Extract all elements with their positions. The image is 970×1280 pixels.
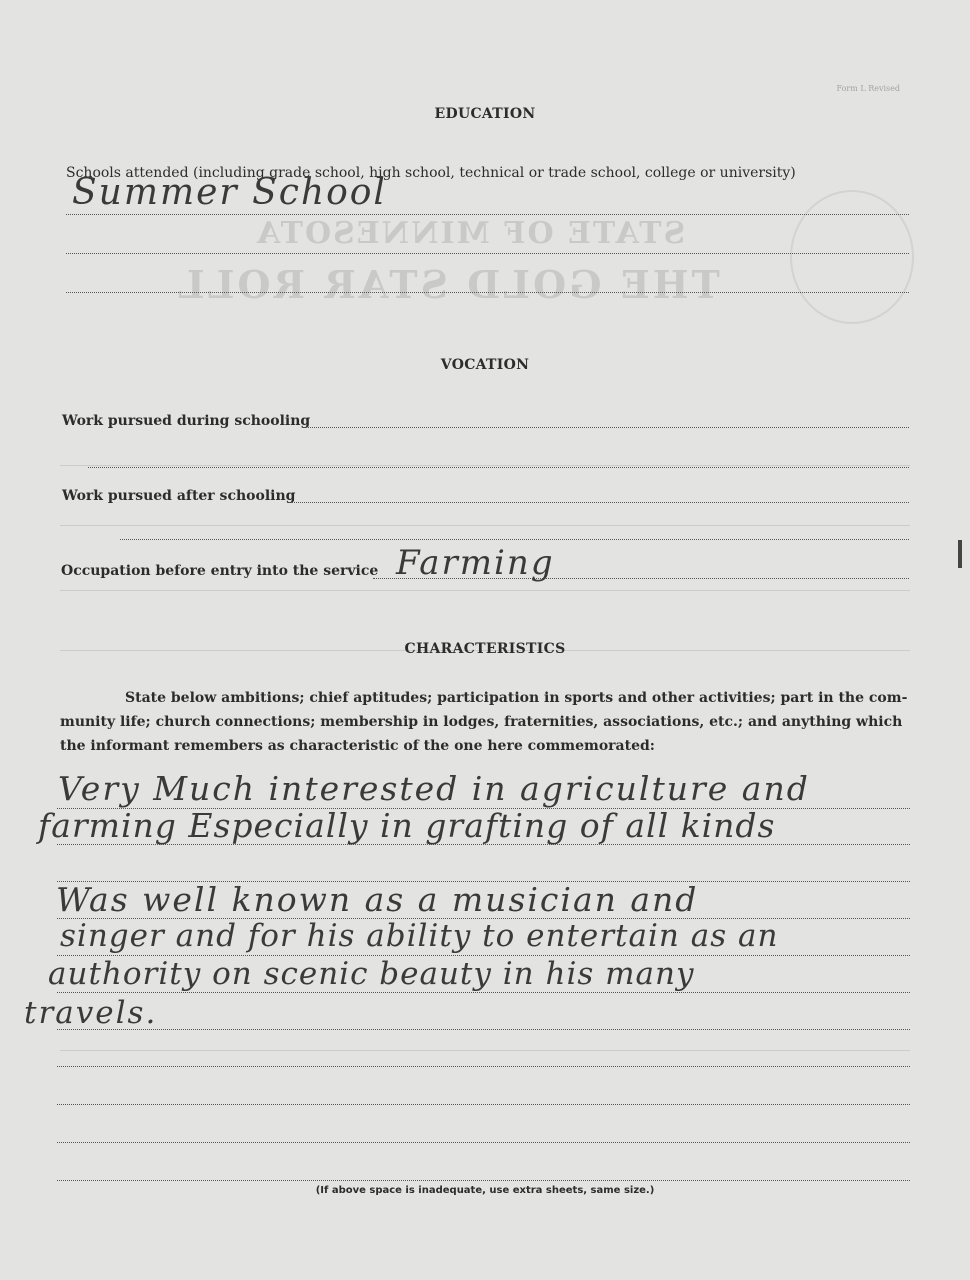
- schools-line-1: [66, 214, 909, 215]
- work-after-line-2: [120, 539, 909, 540]
- instructions-line-3: the informant remembers as characteristic of the one here commemorated:: [60, 738, 655, 754]
- vocation-heading: VOCATION: [440, 357, 530, 373]
- footer-note: (If above space is inadequate, use extra sheets, same size.): [315, 1185, 655, 1196]
- work-after-line-1: [292, 502, 909, 503]
- bleed-through-seal: [790, 190, 914, 324]
- answer-rule-7: [57, 1029, 910, 1030]
- answer-rule-9: [57, 1104, 910, 1105]
- work-during-line-2: [88, 467, 909, 468]
- instructions-line-1: State below ambitions; chief aptitudes; participation in sports and other activities; part in the com-: [125, 690, 908, 706]
- edge-mark: [958, 540, 962, 568]
- characteristics-answer-line-2: farming Especially in grafting of all kinds: [38, 806, 776, 845]
- characteristics-answer-line-3: Was well known as a musician and: [56, 880, 699, 919]
- education-heading: EDUCATION: [434, 106, 536, 122]
- schools-attended-label: Schools attended (including grade school, high school, technical or trade school, college or university): [66, 165, 796, 181]
- instructions-line-2: munity life; church connections; membership in lodges, fraternities, associations, etc.; and anything which: [60, 714, 903, 730]
- bleed-through-title: THE GOLD STAR ROLL: [175, 262, 720, 307]
- occupation-answer: Farming: [396, 543, 555, 583]
- work-after-schooling-label: Work pursued after schooling: [62, 488, 296, 504]
- answer-rule-6: [57, 992, 910, 993]
- answer-rule-11: [57, 1180, 910, 1181]
- characteristics-answer-line-4: singer and for his ability to entertain as an: [60, 918, 779, 954]
- schools-line-3: [66, 292, 909, 293]
- characteristics-answer-line-5: authority on scenic beauty in his many: [48, 956, 695, 992]
- bleed-through-state: STATE OF MINNESOTA: [255, 216, 686, 251]
- characteristics-instructions: [60, 686, 910, 758]
- characteristics-heading: CHARACTERISTICS: [404, 641, 566, 657]
- occupation-label: Occupation before entry into the service: [61, 563, 379, 579]
- schools-line-2: [66, 253, 909, 254]
- answer-rule-8: [57, 1066, 910, 1067]
- characteristics-answer-line-6: travels.: [24, 995, 158, 1031]
- schools-attended-answer: Summer School: [72, 172, 387, 213]
- answer-rule-10: [57, 1142, 910, 1143]
- work-during-line-1: [308, 427, 909, 428]
- characteristics-answer-line-1: Very Much interested in agriculture and: [58, 769, 810, 808]
- work-during-schooling-label: Work pursued during schooling: [62, 413, 311, 429]
- form-number: Form L Revised: [836, 84, 900, 93]
